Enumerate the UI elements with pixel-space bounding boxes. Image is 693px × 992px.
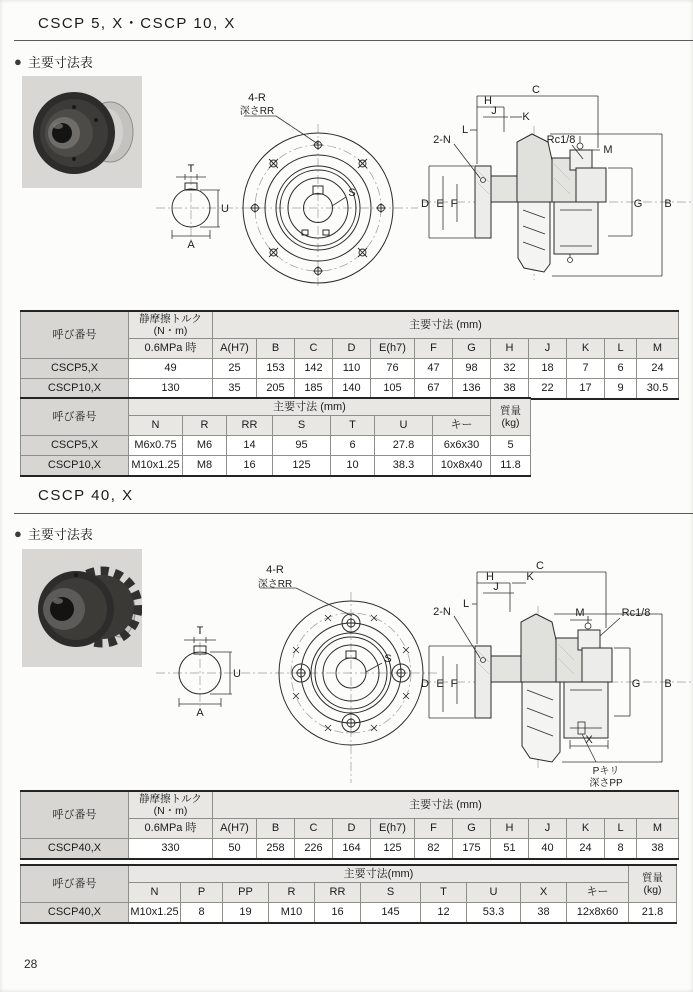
cell: 164 [333, 839, 371, 860]
col-header: X [521, 883, 567, 903]
cell: 16 [315, 903, 361, 924]
side-view-drawing-2 [420, 556, 693, 788]
col-header-dims: 主要寸法 (mm) [213, 791, 679, 819]
col-header: A(H7) [213, 339, 257, 359]
cell: 6x6x30 [433, 436, 491, 456]
col-header: J [529, 819, 567, 839]
dim-label-f: F [450, 678, 458, 690]
page-number: 28 [24, 957, 38, 971]
cell: 38 [491, 379, 529, 400]
section1-title: CSCP 5, X・CSCP 10, X [38, 15, 236, 32]
cell: 30.5 [637, 379, 679, 400]
table-row [21, 311, 679, 339]
dim-label-u: U [221, 203, 229, 215]
cell: 153 [257, 359, 295, 379]
section1-heading [14, 52, 93, 71]
col-header: C [295, 339, 333, 359]
bullet-icon: ● [14, 54, 22, 69]
dim-label-j: J [491, 105, 497, 117]
cell: 11.8 [491, 456, 531, 477]
col-header: H [491, 819, 529, 839]
col-header: A(H7) [213, 819, 257, 839]
cell: 258 [257, 839, 295, 860]
dim-label-d: D [421, 198, 429, 210]
dim-label-t: T [187, 163, 195, 175]
dimensions-table-4 [20, 864, 677, 924]
col-header-torque [129, 791, 213, 819]
dim-label-rc18: Rc1/8 [621, 607, 651, 619]
cell: 140 [333, 379, 371, 400]
model-cell: CSCP40,X [21, 839, 129, 860]
cell: 19 [223, 903, 269, 924]
col-header: RR [227, 416, 273, 436]
cell: 53.3 [467, 903, 521, 924]
cell: 24 [637, 359, 679, 379]
table-row [21, 436, 531, 456]
cell: 18 [529, 359, 567, 379]
table-row [21, 379, 679, 400]
col-header: N [129, 416, 183, 436]
dim-label-b: B [664, 678, 672, 690]
section2-title-rule [14, 513, 693, 514]
mass-line2: (kg) [501, 417, 520, 429]
cell: 50 [213, 839, 257, 860]
cell: 6 [331, 436, 375, 456]
table-row [21, 903, 677, 924]
dim-label-2n: 2-N [433, 134, 451, 146]
model-cell: CSCP10,X [21, 456, 129, 477]
dim-label-g: G [633, 198, 643, 210]
col-header: G [453, 819, 491, 839]
cell: 136 [453, 379, 491, 400]
section2-heading-label: 主要寸法表 [27, 527, 93, 542]
cell: 27.8 [375, 436, 433, 456]
col-header: J [529, 339, 567, 359]
col-header: S [273, 416, 331, 436]
cell: 12x8x60 [567, 903, 629, 924]
dim-label-depth-rr: 深さRR [257, 579, 293, 590]
col-header: G [453, 339, 491, 359]
cell: 40 [529, 839, 567, 860]
col-header: D [333, 339, 371, 359]
model-cell: CSCP40,X [21, 903, 129, 924]
dim-label-x: X [585, 734, 593, 746]
cell: M10 [269, 903, 315, 924]
torque-line1: 静摩擦トルク [139, 792, 202, 805]
dim-label-2n: 2-N [433, 606, 451, 618]
torque-line1: 静摩擦トルク [139, 312, 202, 325]
cell: 49 [129, 359, 213, 379]
col-header-model: 呼び番号 [21, 398, 129, 436]
cell: M8 [183, 456, 227, 477]
dim-label-4r: 4-R [248, 92, 266, 104]
product-photo-cscp5 [22, 76, 142, 188]
col-header: T [331, 416, 375, 436]
table-row [21, 839, 679, 860]
col-header-mass [491, 398, 531, 436]
cell: 47 [415, 359, 453, 379]
col-header-torque [129, 311, 213, 339]
dim-label-c: C [536, 560, 544, 572]
cell: 8 [605, 839, 637, 860]
dim-label-e: E [436, 678, 444, 690]
col-header: U [467, 883, 521, 903]
torque-line2: (N・m) [153, 805, 188, 817]
col-header: K [567, 819, 605, 839]
dim-label-s: S [348, 187, 356, 199]
dim-label-m: M [603, 144, 613, 156]
dim-label-h: H [484, 95, 492, 107]
dim-label-t: T [196, 625, 204, 637]
cell: 12 [421, 903, 467, 924]
product-photo-cscp40 [22, 549, 142, 667]
cell: 205 [257, 379, 295, 400]
mass-line2: (kg) [643, 884, 662, 896]
dim-label-4r: 4-R [266, 564, 284, 576]
cell: 5 [491, 436, 531, 456]
front-view-drawing-1 [156, 84, 418, 289]
section1-heading-label: 主要寸法表 [27, 55, 93, 70]
table-row [21, 359, 679, 379]
cell: 185 [295, 379, 333, 400]
col-header: C [295, 819, 333, 839]
model-cell: CSCP10,X [21, 379, 129, 400]
cell: 51 [491, 839, 529, 860]
col-header: K [567, 339, 605, 359]
dim-label-g: G [631, 678, 641, 690]
cell: 25 [213, 359, 257, 379]
col-header-model: 呼び番号 [21, 311, 129, 359]
dim-label-p-kiri: Pキリ [592, 766, 620, 777]
dim-label-e: E [436, 198, 444, 210]
col-header: P [181, 883, 223, 903]
section2-heading [14, 524, 93, 543]
dim-label-u: U [233, 668, 241, 680]
table-row [21, 398, 531, 416]
dim-label-depth-pp: 深さPP [589, 778, 623, 788]
cell: 8 [181, 903, 223, 924]
bullet-icon: ● [14, 526, 22, 541]
col-header-dims: 主要寸法 (mm) [129, 398, 491, 416]
cell: 330 [129, 839, 213, 860]
col-header-dims: 主要寸法(mm) [129, 865, 629, 883]
cell: 38.3 [375, 456, 433, 477]
dim-label-c: C [532, 84, 540, 96]
col-header: B [257, 819, 295, 839]
table-row [21, 865, 677, 883]
cell: 38 [521, 903, 567, 924]
side-view-drawing-1 [420, 80, 693, 292]
col-header: L [605, 819, 637, 839]
cell: 17 [567, 379, 605, 400]
col-header: S [361, 883, 421, 903]
col-header: キー [567, 883, 629, 903]
cell: M10x1.25 [129, 456, 183, 477]
mass-line1: 質量 [642, 871, 663, 884]
front-view-drawing-2 [156, 556, 438, 784]
col-header-torque-sub: 0.6MPa 時 [129, 339, 213, 359]
cell: 38 [637, 839, 679, 860]
cell: M10x1.25 [129, 903, 181, 924]
col-header-model: 呼び番号 [21, 791, 129, 839]
cell: 82 [415, 839, 453, 860]
cell: M6x0.75 [129, 436, 183, 456]
col-header: R [183, 416, 227, 436]
cell: 6 [605, 359, 637, 379]
cell: 125 [273, 456, 331, 477]
cell: 14 [227, 436, 273, 456]
col-header: L [605, 339, 637, 359]
col-header-dims: 主要寸法 (mm) [213, 311, 679, 339]
cell: 175 [453, 839, 491, 860]
dim-label-l: L [461, 124, 469, 136]
dim-label-k: K [522, 111, 530, 123]
table-row [21, 791, 679, 819]
table-row [21, 456, 531, 477]
cell: 76 [371, 359, 415, 379]
section2-title: CSCP 40, X [38, 487, 134, 504]
dim-label-h: H [486, 571, 494, 583]
dim-label-k: K [526, 571, 534, 583]
col-header: E(h7) [371, 819, 415, 839]
col-header: PP [223, 883, 269, 903]
cell: 95 [273, 436, 331, 456]
dim-label-s: S [384, 653, 392, 665]
cell: 130 [129, 379, 213, 400]
cell: 9 [605, 379, 637, 400]
cell: 125 [371, 839, 415, 860]
cell: 226 [295, 839, 333, 860]
dim-label-d: D [421, 678, 429, 690]
col-header: U [375, 416, 433, 436]
dim-label-a: A [187, 239, 195, 251]
cell: 10 [331, 456, 375, 477]
col-header-model: 呼び番号 [21, 865, 129, 903]
col-header: E(h7) [371, 339, 415, 359]
col-header: H [491, 339, 529, 359]
col-header: D [333, 819, 371, 839]
col-header: キー [433, 416, 491, 436]
cell: 7 [567, 359, 605, 379]
cell: 98 [453, 359, 491, 379]
col-header-torque-sub: 0.6MPa 時 [129, 819, 213, 839]
cell: 32 [491, 359, 529, 379]
col-header: B [257, 339, 295, 359]
dimensions-table-3 [20, 790, 679, 860]
dim-label-j: J [493, 581, 499, 593]
cell: 16 [227, 456, 273, 477]
model-cell: CSCP5,X [21, 359, 129, 379]
cell: 110 [333, 359, 371, 379]
cell: 142 [295, 359, 333, 379]
section1-title-rule [14, 40, 693, 41]
col-header: T [421, 883, 467, 903]
dim-label-b: B [664, 198, 672, 210]
col-header: F [415, 819, 453, 839]
cell: 105 [371, 379, 415, 400]
col-header-mass [629, 865, 677, 903]
cell: 67 [415, 379, 453, 400]
col-header: RR [315, 883, 361, 903]
model-cell: CSCP5,X [21, 436, 129, 456]
cell: 145 [361, 903, 421, 924]
cell: 24 [567, 839, 605, 860]
dim-label-l: L [462, 598, 470, 610]
cell: M6 [183, 436, 227, 456]
dim-label-rc18: Rc1/8 [546, 134, 576, 146]
dimensions-table-2 [20, 397, 531, 477]
cell: 22 [529, 379, 567, 400]
col-header: F [415, 339, 453, 359]
dim-label-m: M [575, 607, 585, 619]
dim-label-depth-rr: 深さRR [239, 106, 275, 117]
col-header: N [129, 883, 181, 903]
col-header: R [269, 883, 315, 903]
mass-line1: 質量 [500, 404, 521, 417]
cell: 35 [213, 379, 257, 400]
cell: 21.8 [629, 903, 677, 924]
cell: 10x8x40 [433, 456, 491, 477]
dim-label-a: A [196, 707, 204, 719]
col-header: M [637, 819, 679, 839]
dim-label-f: F [450, 198, 458, 210]
col-header: M [637, 339, 679, 359]
torque-line2: (N・m) [153, 325, 188, 337]
dimensions-table-1 [20, 310, 679, 400]
